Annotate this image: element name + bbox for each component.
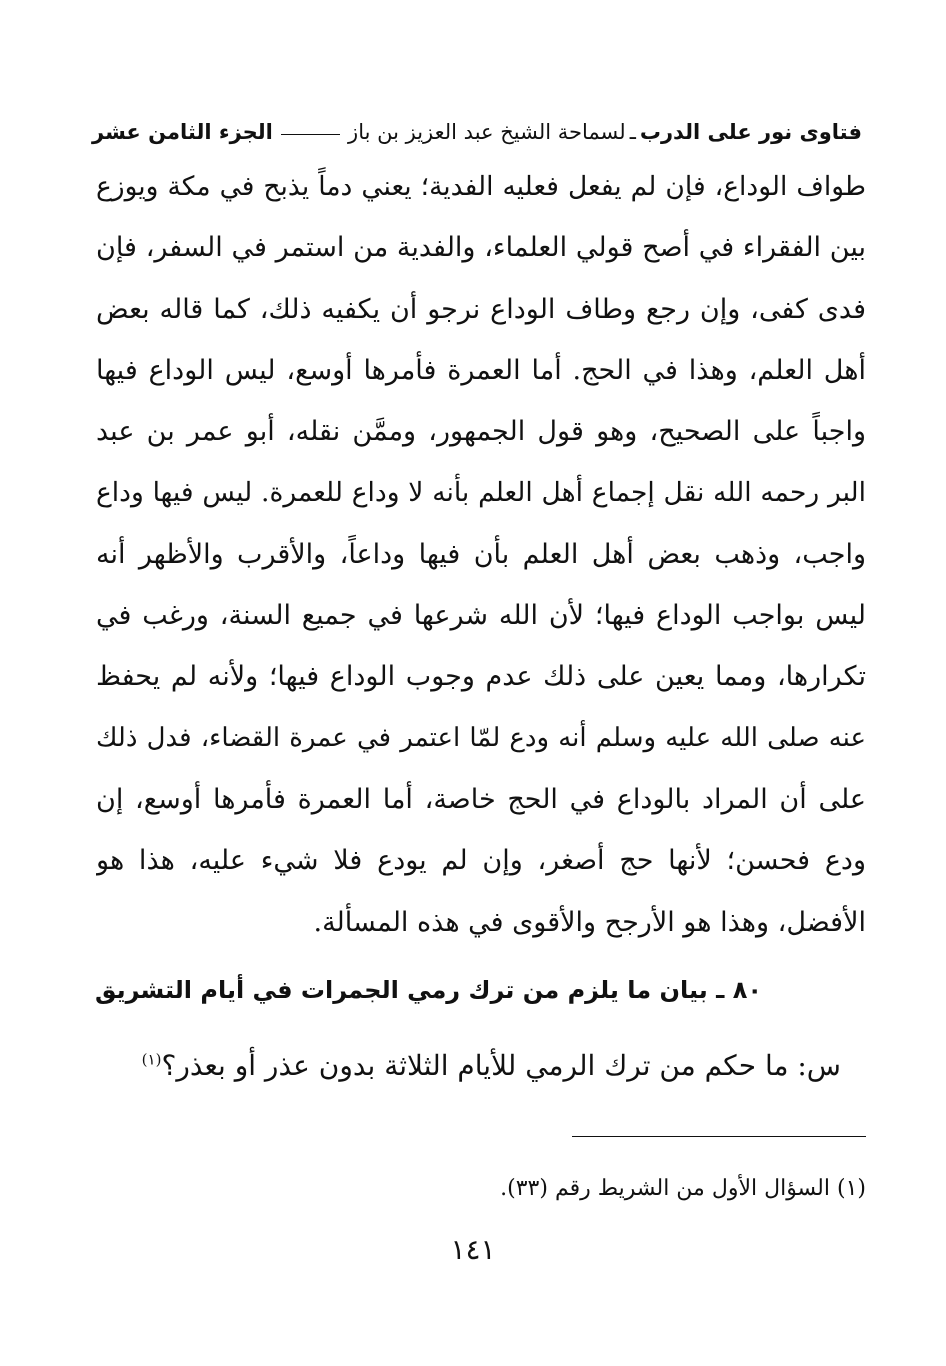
- body-line: فدى كفى، وإن رجع وطاف الوداع نرجو أن يكفيه ذلك، كما قاله بعض: [96, 293, 866, 325]
- section-heading: ٨٠ ـ بيان ما يلزم من ترك رمي الجمرات في أيام التشريق: [94, 976, 762, 1004]
- body-line: الأفضل، وهذا هو الأرجح والأقوى في هذه المسألة.: [313, 906, 866, 938]
- body-line: واجباً على الصحيح، وهو قول الجمهور، وممَّن نقله، أبو عمر بن عبد: [96, 416, 866, 448]
- volume-label: الجزء الثامن عشر: [92, 120, 273, 144]
- body-line: أهل العلم، وهذا في الحج. أما العمرة فأمرها أوسع، ليس الوداع فيها: [96, 354, 866, 386]
- footnote: (١) السؤال الأول من الشريط رقم (٣٣).: [500, 1176, 866, 1201]
- body-line: عنه صلى الله عليه وسلم أنه ودع لمّا اعتمر في عمرة القضاء، فدل ذلك: [96, 722, 866, 753]
- body-paragraph: [96, 156, 866, 953]
- body-line: واجب، وذهب بعض أهل العلم بأن فيها وداعاً، والأقرب والأظهر أنه: [96, 538, 866, 570]
- body-line: على أن المراد بالوداع في الحج خاصة، أما العمرة فأمرها أوسع، إن: [96, 783, 866, 815]
- header-separator: ـ: [629, 120, 636, 144]
- question-text: [96, 1042, 841, 1090]
- author-credit: لسماحة الشيخ عبد العزيز بن باز: [348, 120, 626, 144]
- body-line: ودع فحسن؛ لأنها حج أصغر، وإن لم يودع فلا شيء عليه، هذا هو: [96, 845, 866, 877]
- header-rule: [281, 134, 340, 135]
- page-number: ١٤١: [450, 1233, 496, 1266]
- body-line: بين الفقراء في أصح قولي العلماء، والفدية من استمر في السفر، فإن: [96, 232, 866, 264]
- footnote-separator: [572, 1136, 866, 1137]
- question-body: س: ما حكم من ترك الرمي للأيام الثلاثة بدون عذر أو بعذر؟: [161, 1049, 841, 1082]
- series-title: فتاوى نور على الدرب: [639, 120, 862, 144]
- running-header: [92, 112, 862, 152]
- body-line: ليس بواجب الوداع فيها؛ لأن الله شرعها في جميع السنة، ورغب في: [96, 600, 866, 632]
- body-line: البر رحمه الله نقل إجماع أهل العلم بأنه لا وداع للعمرة. ليس فيها وداع: [96, 477, 866, 509]
- body-line: تكرارها، ومما يعين على ذلك عدم وجوب الوداع فيها؛ ولأنه لم يحفظ: [96, 661, 866, 693]
- footnote-marker: (١): [141, 1050, 162, 1069]
- body-line: طواف الوداع، فإن لم يفعل فعليه الفدية؛ يعني دماً يذبح في مكة ويوزع: [96, 171, 866, 202]
